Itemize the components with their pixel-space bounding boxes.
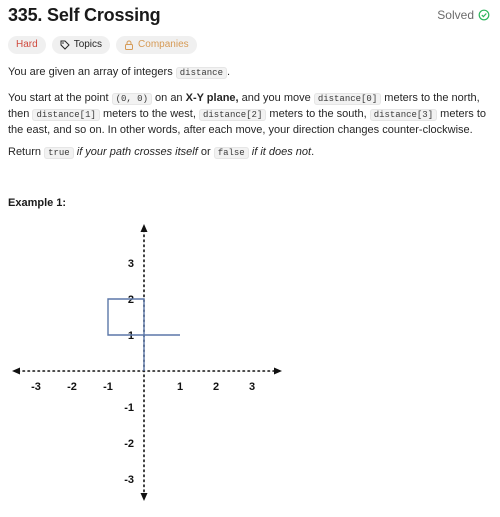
y-tick-label: 3: [127, 258, 134, 270]
code-origin: (0, 0): [112, 93, 152, 105]
x-tick-label: 3: [248, 381, 256, 393]
check-circle-icon: [478, 9, 490, 21]
example-title: Example 1:: [8, 197, 67, 209]
difficulty-badge: [8, 36, 46, 54]
code-distance-0: distance[0]: [314, 93, 381, 105]
plot-path-layer: [108, 299, 180, 371]
y-tick-label: -2: [124, 438, 134, 450]
topics-button[interactable]: [52, 36, 110, 54]
code-false: false: [214, 147, 249, 159]
plot-ticks: [31, 258, 255, 486]
plot-axes: [12, 224, 282, 501]
code-true: true: [44, 147, 74, 159]
tag-row: [8, 36, 197, 54]
y-axis-arrow-down: [141, 493, 148, 501]
solved-status: [437, 8, 490, 22]
y-tick-label: -1: [124, 402, 134, 414]
x-tick-label: -1: [103, 381, 113, 393]
x-tick-label: 1: [176, 381, 184, 393]
topics-label: Topics: [73, 39, 103, 50]
problem-title: 335. Self Crossing: [8, 5, 161, 25]
y-tick-label: 1: [127, 330, 134, 342]
code-distance-2: distance[2]: [199, 109, 266, 121]
self-crossing-path: [108, 299, 180, 371]
code-distance-1: distance[1]: [32, 109, 99, 121]
x-tick-label: -3: [31, 381, 41, 393]
y-axis-arrow-up: [141, 224, 148, 232]
companies-button[interactable]: [116, 36, 197, 54]
y-tick-label: 2: [127, 294, 134, 306]
code-distance: distance: [176, 67, 227, 79]
solved-label: Solved: [437, 8, 474, 22]
description-paragraph-1: You are given an array of integers distance .: [8, 66, 231, 78]
description-paragraph-3: Return true if your path crosses itself or false if it does not.: [8, 146, 315, 158]
x-axis-arrow-right: [274, 368, 282, 375]
companies-label: Companies: [138, 39, 189, 50]
lock-icon: [124, 40, 134, 50]
example-plot: [0, 220, 300, 517]
x-tick-label: -2: [67, 381, 77, 393]
difficulty-label: Hard: [16, 39, 38, 50]
x-axis-arrow-left: [12, 368, 20, 375]
code-distance-3: distance[3]: [370, 109, 437, 121]
y-tick-label: -3: [124, 474, 134, 486]
description-paragraph-2: You start at the point (0, 0) on an X-Y plane, and you move distance[0] meters to the north, then distance[1] meters to the west, distance[2] meters to the south, distance[3] meters to the east, and so on. In other words, after each move, your direction changes counter-clockwise.: [8, 92, 487, 136]
tag-icon: [60, 40, 70, 50]
problem-header: [8, 4, 490, 30]
x-tick-label: 2: [212, 381, 220, 393]
